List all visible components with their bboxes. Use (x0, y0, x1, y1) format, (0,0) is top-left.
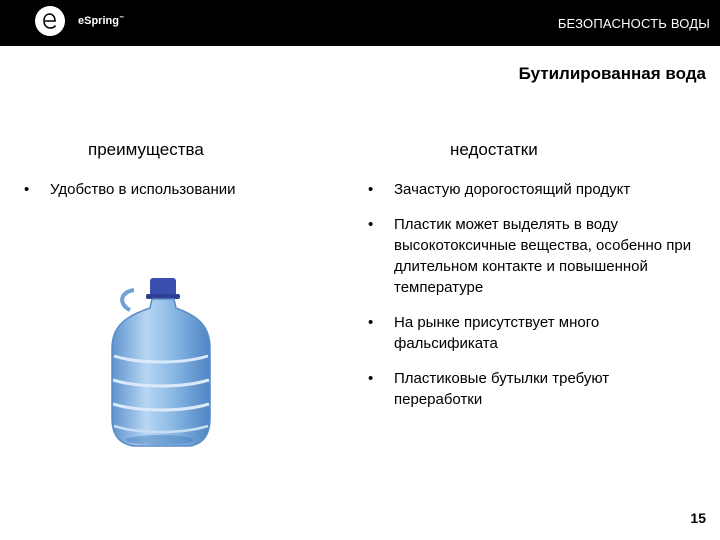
espring-logo-icon (35, 6, 65, 36)
slide-title: Бутилированная вода (518, 64, 706, 83)
disadvantages-list (366, 179, 696, 424)
page-number: 15 (690, 510, 706, 526)
list-item: • Пластиковые бутылки требуют переработки (366, 368, 696, 410)
section-title: БЕЗОПАСНОСТЬ ВОДЫ (557, 16, 710, 31)
list-item: • Удобство в использовании (22, 179, 322, 200)
list-item: • На рынке присутствует много фальсификата (366, 312, 696, 354)
list-item: • Зачастую дорогостоящий продукт (366, 179, 696, 200)
advantages-heading: преимущества (88, 140, 204, 159)
list-item: • Пластик может выделять в воду высокотоксичные вещества, особенно при длительном контакте и повышенной температуре (366, 214, 696, 298)
water-bottle-image (100, 268, 220, 473)
disadvantages-heading: недостатки (450, 140, 538, 159)
advantages-list (22, 179, 322, 214)
brand-name: eSpring™ (78, 15, 124, 27)
header-bar (0, 0, 720, 46)
